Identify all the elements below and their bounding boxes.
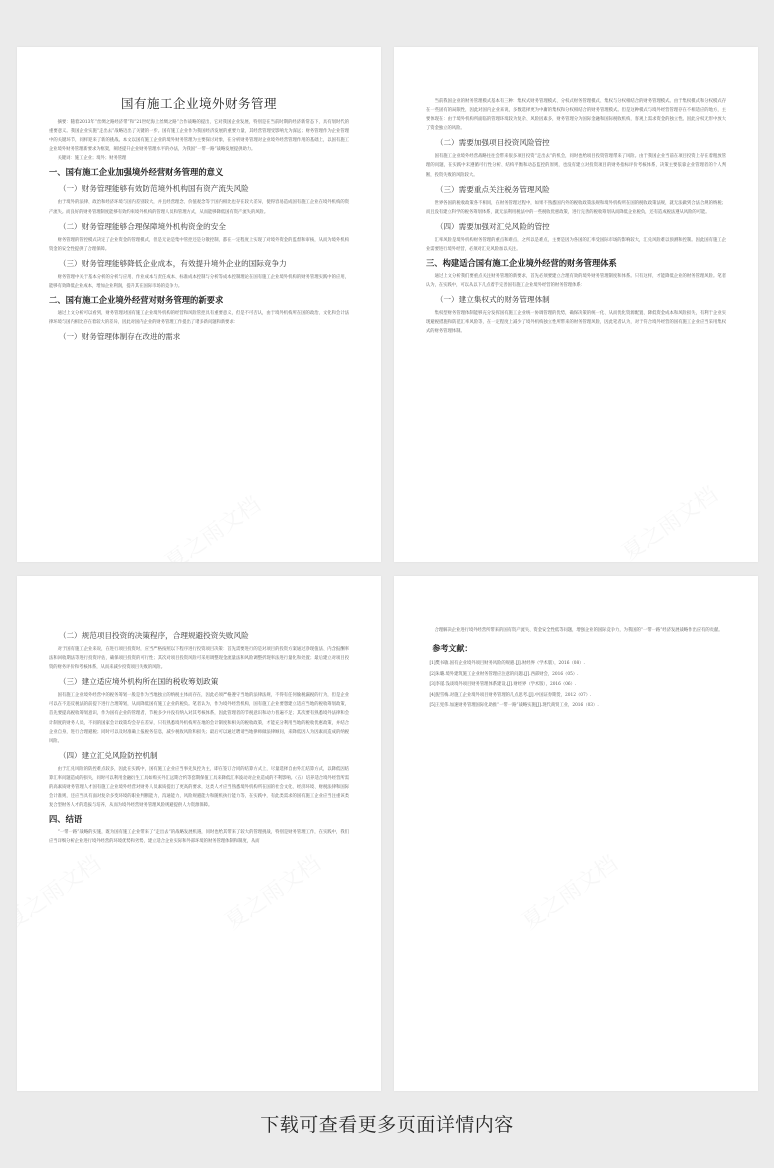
- section-heading: 二、国有施工企业境外经营对财务管理的新要求: [49, 295, 224, 306]
- document-page-3: [17, 576, 381, 1091]
- subsection-heading: （三）建立适应境外机构所在国的税收筹划政策: [58, 677, 219, 687]
- body-paragraph: 通过上文分析我们要重点关注财务管理的新要求，首先必须要建立合理有效的境外财务管理制度和体系。只有这样，才能降低企业的财务管理风险。笔者认为，在实践中，可以从以下几点着手完善国有施工企业境外经营的财务管理体系：: [426, 274, 726, 289]
- document-page-4: [394, 576, 758, 1091]
- reference-item: [3]李谨.浅谈境外项目财务管理体系建设.[J].财经界（学术版），2016（06）.: [429, 682, 577, 688]
- body-paragraph: 国有施工企业境外经营中的税务筹划一般是作为当地独立的纳税主体而存在，因此必须严格遵守当地的法律法规，不得有任何偷税漏税的行为，但是企业可以在不违反税法的前提下进行合理筹划，从而降低国有施工企业的税负。笔者认为，作为境外经营机构，国有施工企业要想建立适应当地的税收筹划政策，首先要提高税收筹划意识，作为国有企业的管理者，节税多少并没有纳入对其考核体系，因此管理者的节税意识和动力普遍不足；其次要有熟悉境外法律和会计制度的财务人员，不同的国家会计政策均会存在差异，只有熟悉境外机构所在地的会计制度和相关的税收政策，才能充分利用当地的税收优惠政策，并结合企业自身，进行合理避税；同时可以及时准确上报税务信息，减少税收风险和损失；最后可以通过聘请当地律师做法律顾问，来降低因人为因素而造成的纳税风险。: [49, 693, 349, 744]
- reference-item: [2]朱璐.境外建筑施工企业财务管理应注意的问题.[J].西部财会，2016（05）.: [429, 671, 579, 677]
- body-paragraph: “一带一路”战略的实施，既为国有施工企业带来了“走出去”的战略发展机遇，同时也给其带来了较大的管理挑战，特别是财务管理工作，在实践中，我们应当详细分析企业进行境外经营的环境优势和劣势，建立适合企业实际和外部环境的财务管理体制和制度，从而: [49, 830, 349, 845]
- subsection-heading: （一）财务管理体制存在改进的需求: [58, 332, 181, 342]
- document-page-1: [17, 47, 381, 562]
- body-paragraph: 汇率风险是境外机构财务管理的重点和难点，之所以是难点，主要是因为各国的汇率受国际市场的影响较大，汇兑风险难以预测和控制。因此国有施工企业需要进行境外经营，必须对汇兑风险加以关注。: [426, 237, 726, 252]
- watermark: [615, 478, 723, 562]
- section-heading: 一、国有施工企业加强境外经营财务管理的意义: [49, 167, 224, 178]
- watermark: [218, 847, 326, 935]
- document-title: 国有施工企业境外财务管理: [120, 96, 277, 111]
- subsection-heading: （四）建立汇兑风险防控机制: [58, 750, 158, 760]
- subsection-heading: （四）需要加强对汇兑风险的管控: [435, 221, 550, 231]
- watermark: [158, 488, 266, 562]
- subsection-heading: （三）需要重点关注税务管理风险: [435, 184, 550, 194]
- subsection-heading: （二）规范项目投资的决策程序，合理规避投资失败风险: [58, 631, 249, 640]
- section-heading: 三、构建适合国有施工企业境外经营的财务管理体系: [426, 258, 617, 269]
- reference-item: [1]樊书敏.国有企业境外项目财务风险的规避.[J].财经界（学术版），2016（08）.: [429, 661, 585, 667]
- subsection-heading: （二）需要加强项目投资风险管控: [435, 138, 550, 148]
- body-paragraph: 由于汇兑风险的防控难点较多，因此在实践中，国有施工企业应当事先负控为主，即在签订合同的结算方式上，尽量选择自由外汇结算方式，以降低因结算汇率问题造成的损失，同时可以利用金融衍生工具如购买外汇远期合约等套期保值工具来降低汇率波动对企业造成的不利影响。（五）培养适合境外经营所需的高素质财务管理人才国有施工企业境外经营对财务人员素质提出了更高的要求，这类人才应当熟悉境外机构所在国的社会文化、经济环境、财税法律和国际会计准则，还应当具有面对复杂多变环境的职业判断能力，沟通能力，风险规避能力和随机执行能力等，在实践中，有此类需求的国有施工企业应当注重该类复合型财务人才的选拔与培养，从而为境外经营财务管理风险规避提供人力资源保障。: [49, 766, 349, 809]
- section-heading: 四、结语: [49, 814, 83, 825]
- body-paragraph: 对于国有施工企业来说，在进行项目投资时，应当严格按照以下程序进行投资项目决策：首先需要进行的是对项目的投资方案通过净现值法、内含报酬率法和回收期法等进行投资评估，确保项目投资的可行性；其次对项目投资风险可采用调整现金流量法和风险调整折现率法进行量化和处置；最后建立对项目投资的财务评价和考核体系，从而来减少投资项目失败的风险。: [49, 647, 349, 671]
- subsection-heading: （三）财务管理能够降低企业成本，有效提升境外企业的国际竞争力: [58, 258, 287, 268]
- subsection-heading: （二）财务管理能够合理保障境外机构资金的安全: [58, 221, 226, 231]
- keywords-line: 关键词：施工企业；境外；财务管理: [57, 156, 127, 162]
- body-paragraph: 集权型财务管理体制能够充分发挥国有施工企业统一协调管理的优势，确保决策的统一化、从而优化资源配置、降低资金成本和风险损失，有利于企业实现避税措施和防范汇率风险等，在一定程度上减少了境外机构独立性所带来的财务管理风险，因此笔者认为，对于符合境外经营的国有施工企业应当采用集权式的财务管理体制。: [426, 311, 726, 335]
- body-paragraph: 通过上文分析可以看到，财务管理对国有施工企业境外机构的经营和风险管控具有重要意义，但是不可否认，由于境外机构所在国的政治、文化和会计法律环境与国内相比存在着较大的差异，因此对国内企业的财务管理工作提出了诸多新问题和新要求：: [49, 311, 349, 326]
- reference-item: [5]王宪伟.加速财务管理国际化助推“一带一路”战略实施[J].现代商贸工业，2016（03）.: [429, 703, 599, 709]
- download-more-link[interactable]: 下载可查看更多页面详情内容: [260, 1114, 514, 1136]
- subsection-heading: （一）财务管理能够有效防范境外机构国有资产流失风险: [58, 184, 249, 194]
- body-paragraph: 国有施工企业境外经营战略往往会带来很多项目投资“走出去”的机会，同时也给项目投资管理带来了风险。由于我国企业当前在项目投资上存在着粗放管理的问题，在实践中未遵循可行性分析、结构平衡和动态监控的原则，也没有建立对投资项目的财务指标评价考核体系，决策主要依靠企业管理者的个人判断，投资失败的风险较大。: [426, 154, 726, 178]
- watermark: [515, 847, 623, 935]
- body-paragraph: 财务管理的管控模式决定了企业资金的管理模式，但是无论是集中管控还是分散控制，都在一定程度上实现了对境外资金的监督和审核，从而为境外机构资金的安全性提供了合理保障。: [49, 237, 349, 252]
- body-paragraph: 世界各国的税收政策各不相同，在财务管理过程中，如果不熟悉国内外的税收政策法规和境外机构所在国的税收政策法规，就无法做到合法合规的纳税；而且没有建立科学的税务筹划体系，就无法利用税法中的一些税收优惠政策，进行完善的税收筹划从而降低企业税负，还有造成税法遵从风险的可能。: [426, 200, 726, 215]
- body-paragraph: 当前我国企业的财务管理模式基本有三种：集权式财务管理模式、分权式财务管理模式、集权与分权相结合的财务管理模式。由于集权模式和分权模式存在一些固有的局限性，因此对国内企业来说，多数选择更为中庸的集权和分权相结合的财务管理模式。但是这种模式与境外经营管理存在不相适应的地方，主要体现在：由于境外机构所面临的管理环境较为复杂、风险因素多，财务管理分为国际金融和国际税收机构，客观上需求资金的独立性。因此分权无形中放大了资金独立的风险。: [426, 99, 726, 132]
- subsection-heading: （一）建立集权式的财务管理体制: [435, 295, 550, 305]
- watermark: [17, 847, 106, 935]
- reference-item: [4]倪雪梅.对施工企业境外项目财务管理的几点思考.[J].中国证券期货，2012（07）.: [429, 692, 592, 698]
- document-page-2: [394, 47, 758, 562]
- body-paragraph: 由于境外的法律、政治和经济环境与国内差别较大，并且经营理念、价值观念等于国内相比也存在较大差异，使得容易造成国有施工企业在境外机构的资产流失。而良好的财务管理制度能够有效约束境外机构的管理人员和管理方式，从而能够降低国有资产流失的风险。: [49, 200, 349, 215]
- abstract-paragraph: 摘要：随着2013年“丝绸之路经济带”和“21世纪海上丝绸之路”合作战略的提出，它对我国企业发展，特别是在当前时期的经济新常态下，具有划时代的重要意义。我国企业实施“走出去”战略迈出了关键的一步。国有施工企业作为我国经济发展的重要力量，其经营管理受影响尤为深远；财务管理作为企业管理中的关键环节，同样迎来了新的挑战。本文以国有施工企业的境外财务管理为主要探讨对象，在分析财务管理对企业境外经营管理作用的基础上，以国有施工企业境外财务管理新要求为框架，阐述提升企业财务管理水平的办法，为我国“一带一路”战略发展提供助力。: [49, 120, 349, 153]
- body-paragraph: 合理解决企业进行境外经营所带来的国有资产流失、资金安全性低等问题，增强企业的国际竞争力，为我国的“一带一路”经济发展战略作出应有的贡献。: [434, 628, 723, 633]
- references-heading: 参考文献：: [432, 643, 473, 654]
- body-paragraph: 财务管理中关于基本分析的分析与应用、作业成本与责任成本、标准成本控制与分析等成本控制理论在国有施工企业境外机构的财务管理实践中的应用，能够有效降低企业成本，增加企业利润，提升其在国际市场的竞争力。: [49, 274, 349, 289]
